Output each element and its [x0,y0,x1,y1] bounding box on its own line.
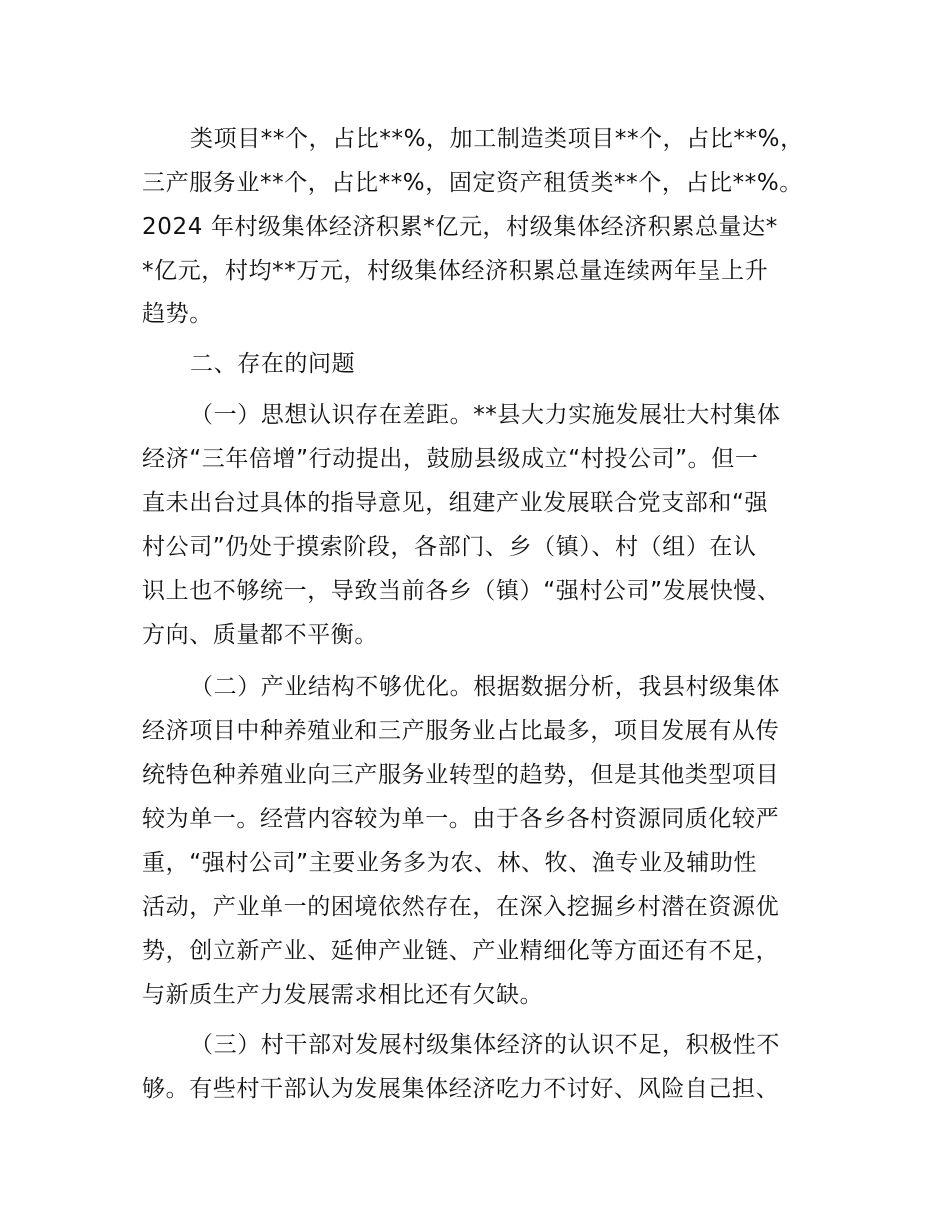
body-text-line: 方向、质量都不平衡。 [142,622,378,648]
body-text-line: 直未出台过具体的指导意见，组建产业发展联合党支部和“强 [142,490,769,516]
body-text-line: 较为单一。经营内容较为单一。由于各乡各村资源同质化较严 [142,806,780,832]
body-text-line: 与新质生产力发展需求相比还有欠缺。 [142,982,544,1008]
body-text-line: 经济“三年倍增”行动提出，鼓励县级成立“村投公司”。但一 [142,446,759,472]
body-text-line: （一）思想认识存在差距。**县大力实施发展壮大村集体 [190,402,781,428]
body-text-line: 趋势。 [142,301,213,327]
body-text-line: 重，“强村公司”主要业务多为农、林、牧、渔专业及辅助性 [142,850,758,876]
body-text-line: 2024 年村级集体经济积累*亿元，村级集体经济积累总量达* [142,214,778,240]
body-text-line: 势，创立新产业、延伸产业链、产业精细化等方面还有不足， [142,938,780,964]
body-text-line: 经济项目中种养殖业和三产服务业占比最多，项目发展有从传 [142,718,780,744]
body-text-line: 识上也不够统一，导致当前各乡（镇）“强村公司”发展快慢、 [142,578,781,604]
body-text-line: （二）产业结构不够优化。根据数据分析，我县村级集体 [190,674,780,700]
body-text-line: 三产服务业**个，占比**%，固定资产租赁类**个，占比**%。 [142,170,803,196]
body-text-line: 村公司”仍处于摸索阶段，各部门、乡（镇）、村（组）在认 [142,534,757,560]
body-text-line: （三）村干部对发展村级集体经济的认识不足，积极性不 [190,1032,780,1058]
body-text-line: *亿元，村均**万元，村级集体经济积累总量连续两年呈上升 [142,258,769,284]
body-text-line: 类项目**个，占比**%，加工制造类项目**个，占比**%， [190,126,804,152]
body-text-line: 活动，产业单一的困境依然存在，在深入挖掘乡村潜在资源优 [142,894,780,920]
section-heading: 二、存在的问题 [190,351,356,377]
body-text-line: 统特色种养殖业向三产服务业转型的趋势，但是其他类型项目 [142,762,780,788]
body-text-line: 够。有些村干部认为发展集体经济吃力不讨好、风险自己担、 [142,1076,780,1102]
